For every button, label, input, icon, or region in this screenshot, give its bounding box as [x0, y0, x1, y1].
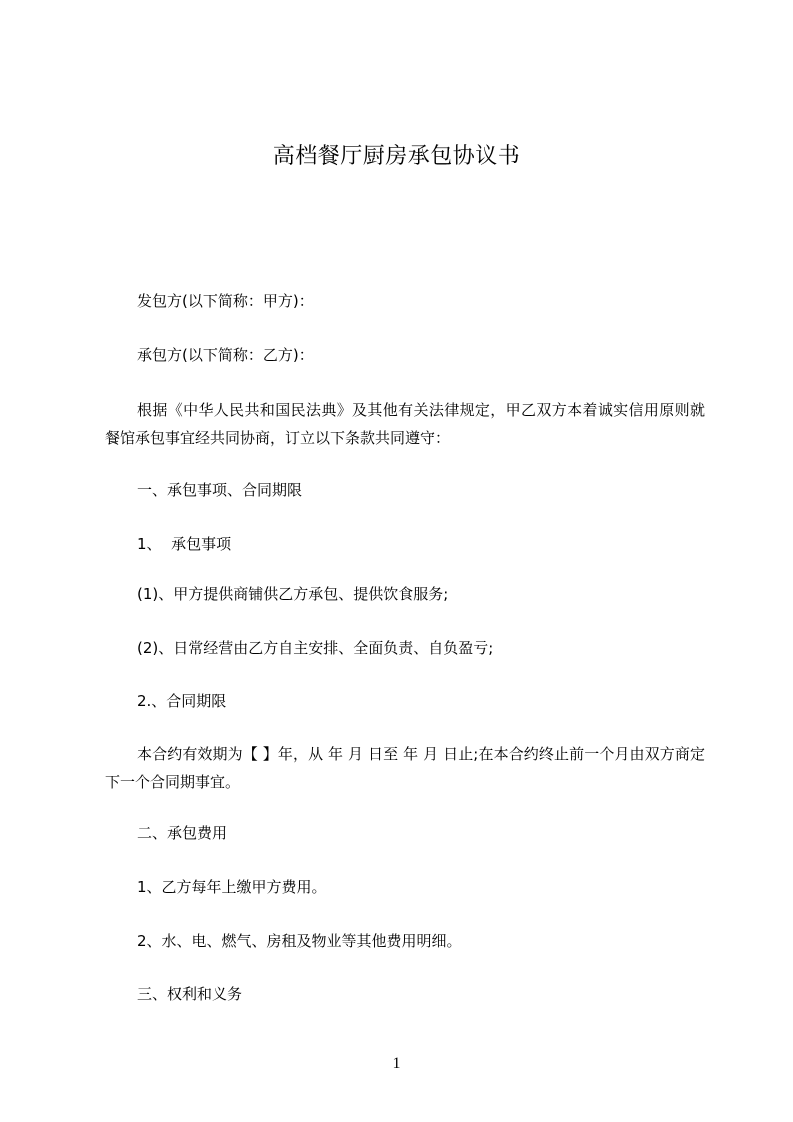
fee-2-text: 2、水、电、燃气、房租及物业等其他费用明细。: [137, 932, 462, 950]
item-2-heading: 2.、合同期限: [137, 692, 227, 710]
item-1-1-text: (1)、甲方提供商铺供乙方承包、提供饮食服务;: [137, 585, 449, 603]
document-title: 高档餐厅厨房承包协议书: [272, 144, 521, 169]
contract-term-paragraph: 本合约有效期为【 】年，从 年 月 日至 年 月 日止;在本合约终止前一个月由双方商定下一个合同期事宜。: [105, 745, 705, 791]
section-2-heading: 二、承包费用: [137, 824, 228, 842]
party-a-line: 发包方(以下简称：甲方)：: [137, 292, 314, 310]
page-number: 1: [392, 1055, 401, 1072]
section-1-heading: 一、承包事项、合同期限: [137, 481, 303, 499]
item-1-heading: 1、 承包事项: [137, 535, 232, 553]
section-3-heading: 三、权利和义务: [137, 985, 243, 1003]
item-1-2-text: (2)、日常经营由乙方自主安排、全面负责、自负盈亏;: [137, 639, 494, 657]
preamble-paragraph: 根据《中华人民共和国民法典》及其他有关法律规定，甲乙双方本着诚实信用原则就餐馆承包事宜经共同协商，订立以下条款共同遵守：: [105, 401, 705, 447]
party-b-line: 承包方(以下简称：乙方)：: [137, 346, 314, 364]
fee-1-text: 1、乙方每年上缴甲方费用。: [137, 878, 327, 896]
